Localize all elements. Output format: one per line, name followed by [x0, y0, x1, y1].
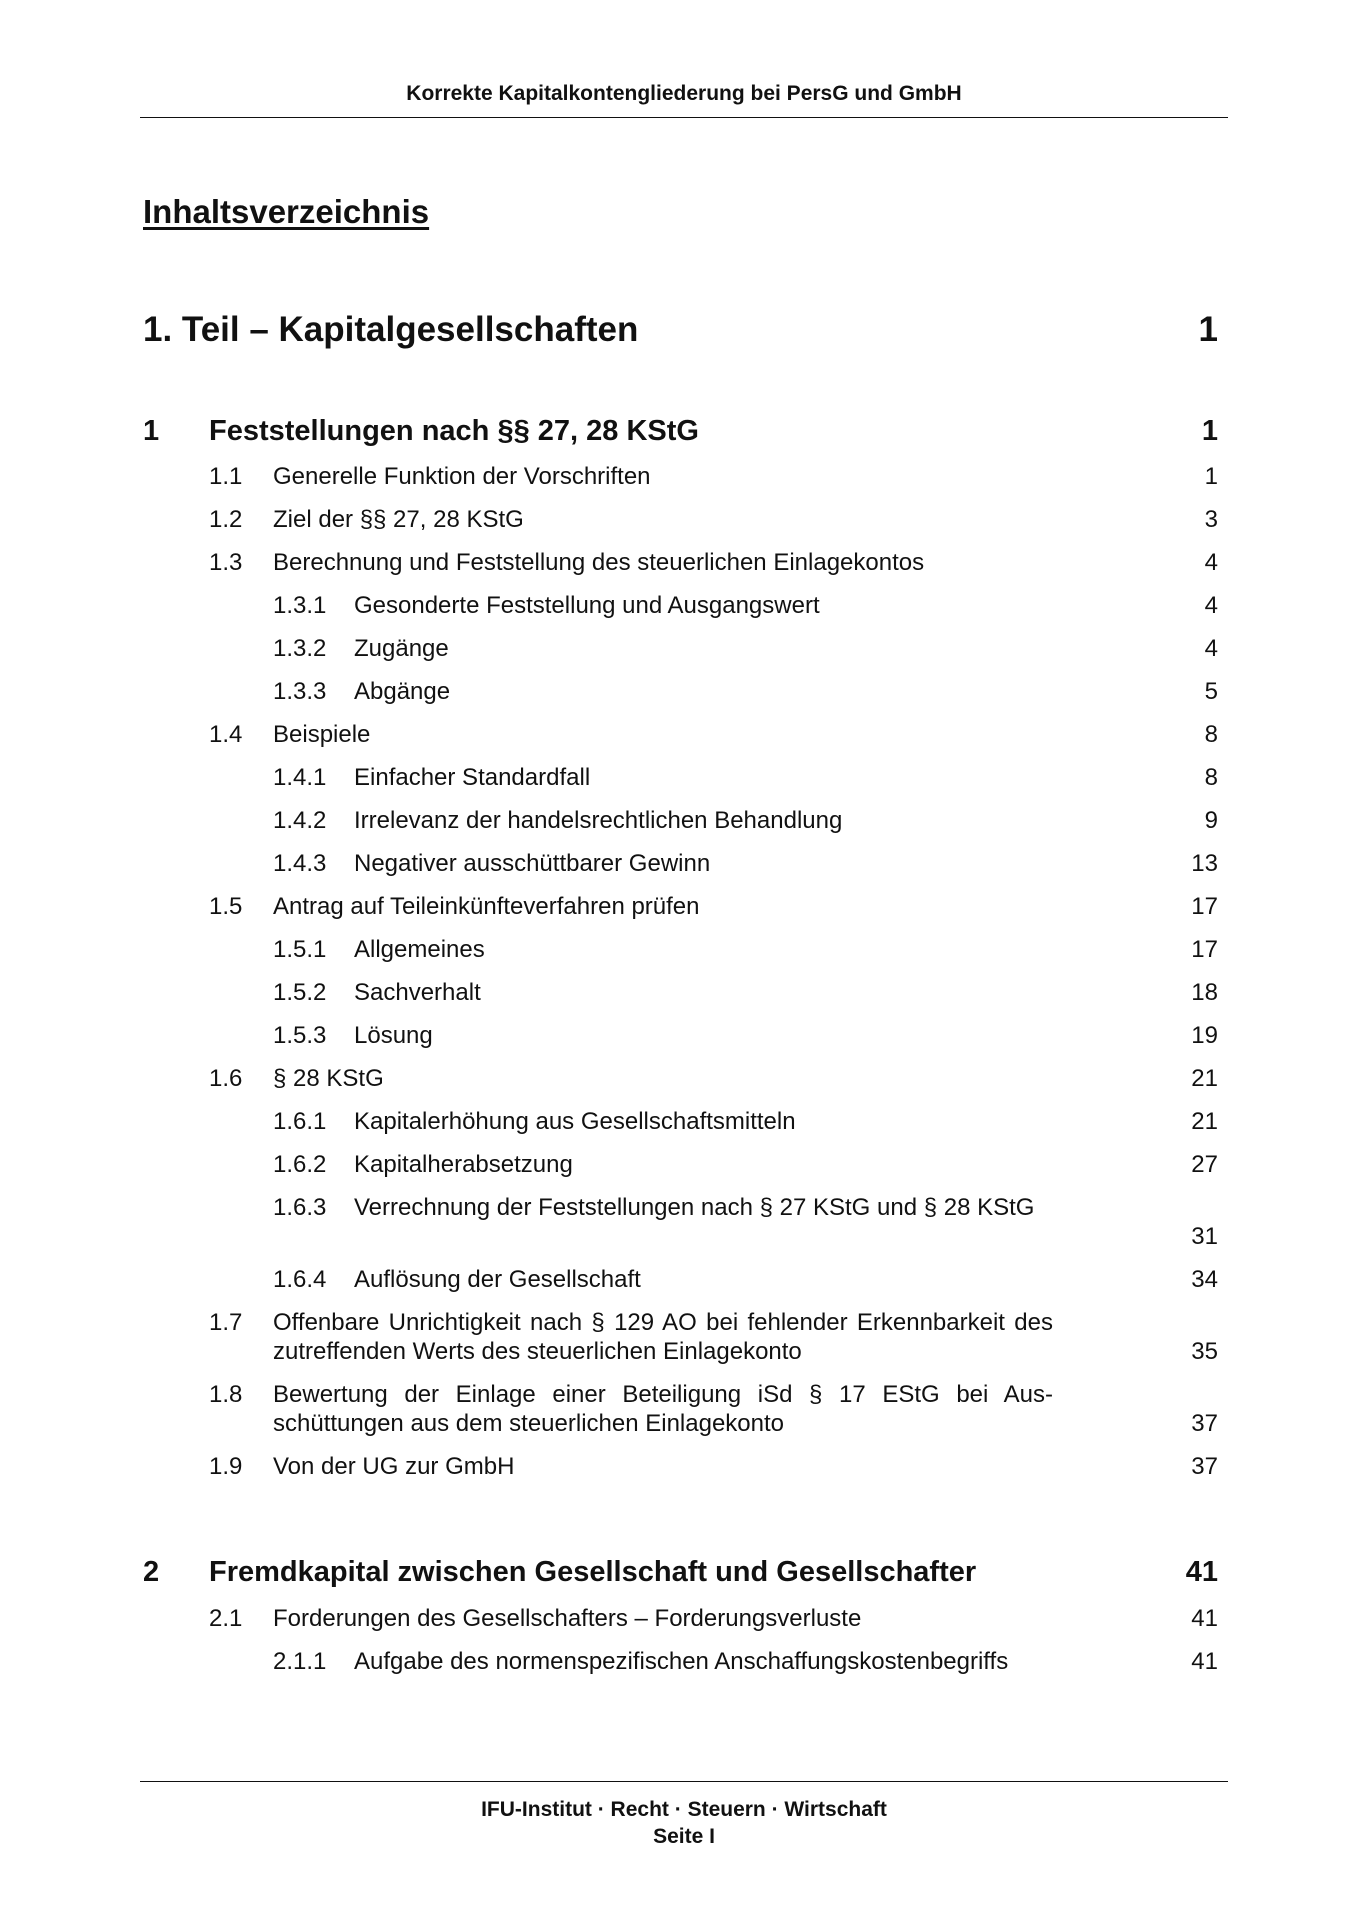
toc-entry-number: 1.3.2 [273, 635, 327, 662]
toc-entry-title: Forderungen des Gesellschafters – Forderungsverluste [273, 1605, 862, 1632]
toc-entry-page: 3 [1204, 506, 1218, 533]
toc-entry-page: 21 [1191, 1108, 1218, 1135]
toc-entry-page: 27 [1191, 1151, 1218, 1178]
toc-entry-page: 1 [1204, 463, 1218, 490]
toc-entry-title: Zugänge [354, 635, 449, 662]
toc-entry-title: Irrelevanz der handelsrechtlichen Behandlung [354, 807, 843, 834]
toc-entry-page: 4 [1204, 635, 1218, 662]
toc-entry-title: Ziel der §§ 27, 28 KStG [273, 506, 524, 533]
toc-entry-title: Bewertung der Einlage einer Beteiligung iSd § 17 EStG bei Aus-schüttungen aus dem steuerlichen Einlagekonto [273, 1381, 1053, 1437]
toc-entry-title: Kapitalerhöhung aus Gesellschaftsmitteln [354, 1108, 796, 1135]
toc-entry-page: 41 [1185, 1556, 1218, 1588]
toc-entry-page: 13 [1191, 850, 1218, 877]
toc-entry-page: 37 [1191, 1410, 1218, 1437]
toc-entry-title: Beispiele [273, 721, 371, 748]
footer-institute: IFU-Institut · Recht · Steuern · Wirtschaft [481, 1798, 887, 1821]
toc-entry-title: Kapitalherabsetzung [354, 1151, 573, 1178]
footer-page-label: Seite I [653, 1825, 715, 1848]
toc-entry-number: 1.6.3 [273, 1194, 327, 1221]
toc-entry-title: Allgemeines [354, 936, 485, 963]
toc-entry-page: 8 [1204, 721, 1218, 748]
toc-entry-number: 1.4 [209, 721, 243, 748]
toc-entry-number: 1.6.1 [273, 1108, 327, 1135]
toc-entry-page: 41 [1191, 1648, 1218, 1675]
toc-heading: Inhaltsverzeichnis [143, 193, 430, 230]
toc-entry-title: Verrechnung der Feststellungen nach § 27 KStG und § 28 KStG [354, 1194, 1035, 1221]
toc-entry-number: 1.3 [209, 549, 243, 576]
running-header: Korrekte Kapitalkontengliederung bei PersG und GmbH [406, 82, 962, 105]
toc-entry-number: 1.6.2 [273, 1151, 327, 1178]
toc-entry-page: 31 [1191, 1223, 1218, 1250]
toc-entry-number: 1.5.1 [273, 936, 327, 963]
toc-entry-page: 34 [1191, 1266, 1218, 1293]
toc-entry-number: 1.5.2 [273, 979, 327, 1006]
toc-entry-page: 21 [1191, 1065, 1218, 1092]
toc-entry-number: 1.6.4 [273, 1266, 327, 1293]
toc-entry-page: 4 [1204, 592, 1218, 619]
toc-entry-title: § 28 KStG [273, 1065, 384, 1092]
part-title: 1. Teil – Kapitalgesellschaften [143, 310, 639, 349]
toc-entry-title: Antrag auf Teileinkünfteverfahren prüfen [273, 893, 700, 920]
toc-entry-page: 9 [1204, 807, 1218, 834]
toc-entry-number: 1.7 [209, 1309, 243, 1336]
toc-entry-number: 1.4.3 [273, 850, 327, 877]
toc-entry-title: Aufgabe des normenspezifischen Anschaffungskostenbegriffs [354, 1648, 1009, 1675]
toc-entry-number: 2.1.1 [273, 1648, 327, 1675]
toc-entry-number: 2.1 [209, 1605, 243, 1632]
toc-entry-title: Negativer ausschüttbarer Gewinn [354, 850, 711, 877]
toc-entry-number: 1.5.3 [273, 1022, 327, 1049]
toc-entry-page: 37 [1191, 1453, 1218, 1480]
toc-entry-page: 17 [1191, 936, 1218, 963]
toc-entry-title: Auflösung der Gesellschaft [354, 1266, 641, 1293]
footer-divider [140, 1781, 1228, 1782]
toc-entry-page: 41 [1191, 1605, 1218, 1632]
toc-entry-title: Feststellungen nach §§ 27, 28 KStG [209, 415, 699, 447]
toc-entry-title: Abgänge [354, 678, 451, 705]
toc-entry-page: 19 [1191, 1022, 1218, 1049]
toc-entry-number: 1 [143, 415, 160, 447]
toc-entry-page: 18 [1191, 979, 1218, 1006]
header-divider [140, 117, 1228, 118]
toc-entry-title: Einfacher Standardfall [354, 764, 591, 791]
toc-entry-title: Sachverhalt [354, 979, 481, 1006]
toc-entry-number: 1.1 [209, 463, 243, 490]
toc-entry-title: Offenbare Unrichtigkeit nach § 129 AO bei fehlender Erkennbarkeit des zutreffenden Werts des steuerlichen Einlagekonto [273, 1309, 1053, 1365]
toc-entry-number: 1.6 [209, 1065, 243, 1092]
toc-entry-title: Berechnung und Feststellung des steuerlichen Einlagekontos [273, 549, 925, 576]
toc-entry-title: Von der UG zur GmbH [273, 1453, 515, 1480]
toc-entry-number: 2 [143, 1556, 160, 1588]
toc-entry-number: 1.3.3 [273, 678, 327, 705]
toc-entry-number: 1.4.2 [273, 807, 327, 834]
toc-entry-number: 1.8 [209, 1381, 243, 1408]
toc-entry-title: Lösung [354, 1022, 433, 1049]
toc-entry-number: 1.5 [209, 893, 243, 920]
toc-entry-page: 5 [1204, 678, 1218, 705]
toc-entry-title: Fremdkapital zwischen Gesellschaft und Gesellschafter [209, 1556, 977, 1588]
toc-entry-page: 1 [1201, 415, 1218, 447]
toc-entry-number: 1.4.1 [273, 764, 327, 791]
toc-entry-title: Generelle Funktion der Vorschriften [273, 463, 651, 490]
toc-entry-page: 35 [1191, 1338, 1218, 1365]
toc-entry-page: 8 [1204, 764, 1218, 791]
toc-entry-page: 4 [1204, 549, 1218, 576]
toc-entry-number: 1.3.1 [273, 592, 327, 619]
part-page-number: 1 [1198, 310, 1218, 349]
toc-entry-number: 1.9 [209, 1453, 243, 1480]
toc-entry-title: Gesonderte Feststellung und Ausgangswert [354, 592, 820, 619]
toc-entry-number: 1.2 [209, 506, 243, 533]
toc-entry-page: 17 [1191, 893, 1218, 920]
